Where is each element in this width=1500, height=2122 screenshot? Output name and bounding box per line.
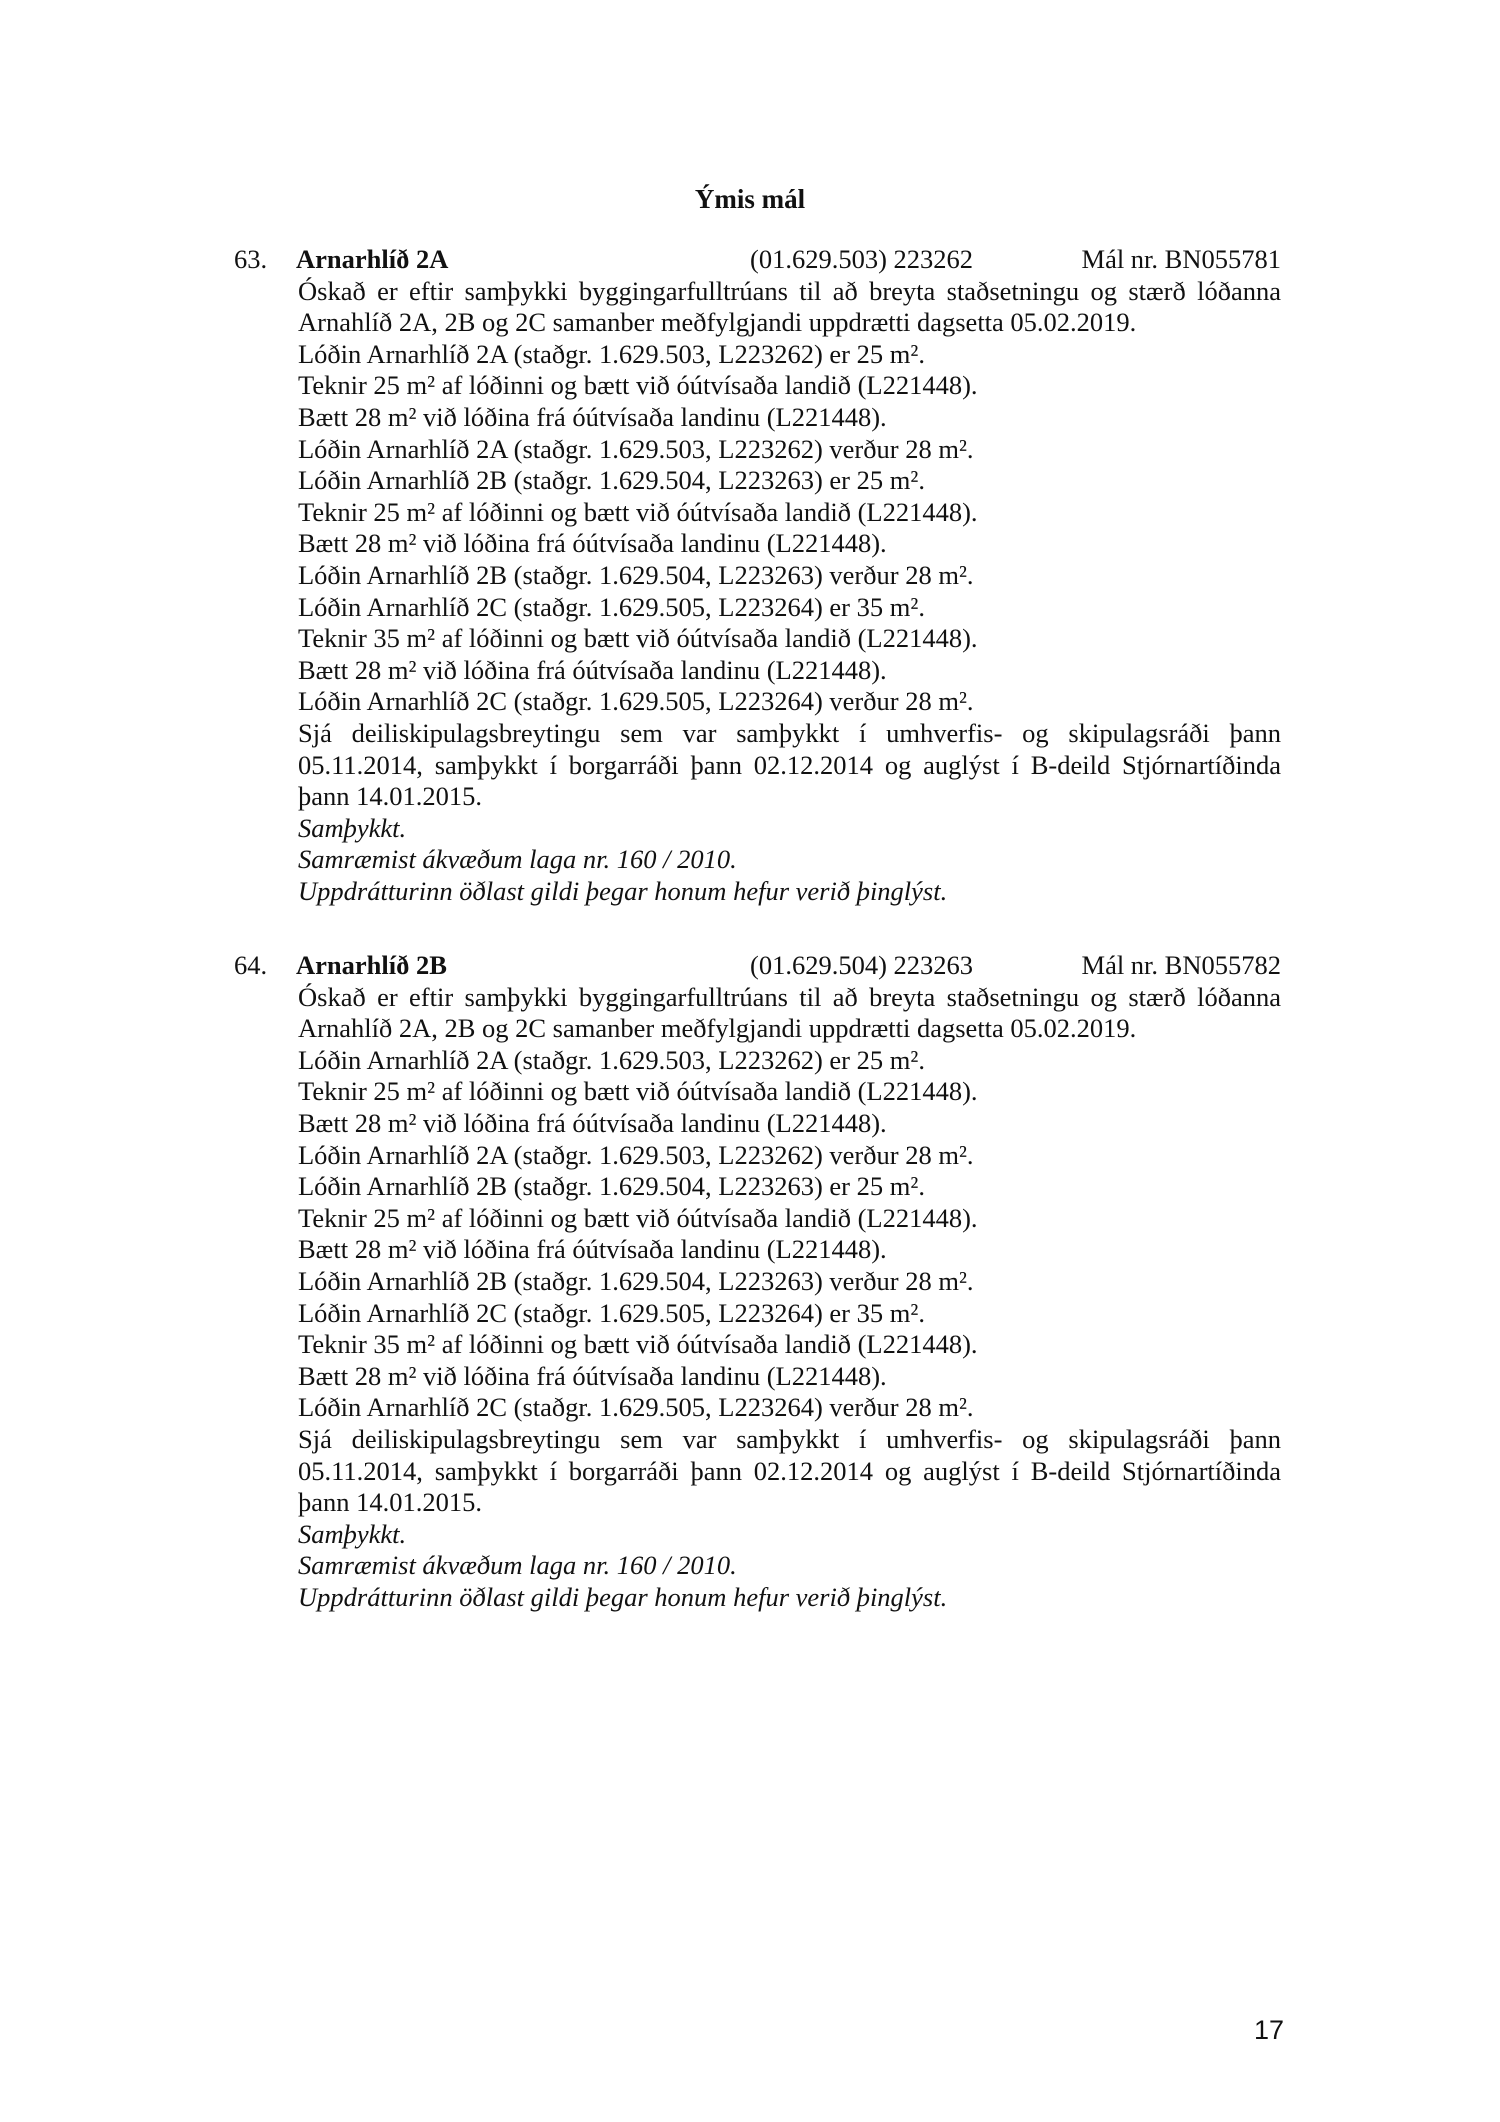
- plot-line: Teknir 35 m² af lóðinni og bætt við óútvísaða landið (L221448).: [298, 1329, 978, 1360]
- plot-line: Bætt 28 m² við lóðina frá óútvísaða landinu (L221448).: [298, 1234, 887, 1265]
- item-header: [234, 244, 1281, 276]
- plot-line: Lóðin Arnarhlíð 2C (staðgr. 1.629.505, L223264) verður 28 m².: [298, 686, 974, 717]
- plot-line: Teknir 25 m² af lóðinni og bætt við óútvísaða landið (L221448).: [298, 1076, 978, 1107]
- plot-line: Lóðin Arnarhlíð 2A (staðgr. 1.629.503, L223262) verður 28 m².: [298, 1139, 974, 1170]
- page-number: 17: [1253, 2015, 1284, 2045]
- plot-line: Bætt 28 m² við lóðina frá óútvísaða landinu (L221448).: [298, 654, 887, 685]
- plot-line: Bætt 28 m² við lóðina frá óútvísaða landinu (L221448).: [298, 1107, 887, 1138]
- agenda-item: [234, 244, 1281, 907]
- plot-line: Lóðin Arnarhlíð 2A (staðgr. 1.629.503, L223262) verður 28 m².: [298, 433, 974, 464]
- plot-line: Bætt 28 m² við lóðina frá óútvísaða landinu (L221448).: [298, 1360, 887, 1391]
- item-decision: Samþykkt.: [298, 1518, 407, 1549]
- plot-line: Lóðin Arnarhlíð 2B (staðgr. 1.629.504, L223263) er 25 m².: [298, 465, 925, 496]
- plot-line: Lóðin Arnarhlíð 2C (staðgr. 1.629.505, L223264) verður 28 m².: [298, 1392, 974, 1423]
- item-number: 64.: [234, 950, 268, 980]
- item-intro: Óskað er eftir samþykki byggingarfulltrúans til að breyta staðsetningu og stærð lóðanna Arnahlíð 2A, 2B og 2C samanber meðfylgjandi uppdrætti dagsetta 05.02.2019.: [298, 275, 1281, 338]
- item-body: [298, 982, 1281, 1614]
- item-reference: Sjá deiliskipulagsbreytingu sem var samþykkt í umhverfis- og skipulagsráði þann 05.11.2014, samþykkt í borgarráði þann 02.12.2014 og auglýst í B-deild Stjórnartíðinda þann 14.01.2015.: [298, 1423, 1281, 1518]
- plot-line: Lóðin Arnarhlíð 2A (staðgr. 1.629.503, L223262) er 25 m².: [298, 338, 925, 369]
- item-note: Uppdrátturinn öðlast gildi þegar honum hefur verið þinglýst.: [298, 1581, 948, 1612]
- item-note: Uppdrátturinn öðlast gildi þegar honum hefur verið þinglýst.: [298, 875, 948, 906]
- item-property-id: (01.629.503) 223262: [750, 244, 974, 274]
- plot-line: Lóðin Arnarhlíð 2C (staðgr. 1.629.505, L223264) er 35 m².: [298, 1297, 925, 1328]
- plot-line: Lóðin Arnarhlíð 2A (staðgr. 1.629.503, L223262) er 25 m².: [298, 1044, 925, 1075]
- item-header: [234, 950, 1281, 982]
- item-body: [298, 276, 1281, 908]
- plot-line: Lóðin Arnarhlíð 2C (staðgr. 1.629.505, L223264) er 35 m².: [298, 591, 925, 622]
- item-case-number: Mál nr. BN055782: [1081, 950, 1281, 980]
- item-decision: Samþykkt.: [298, 812, 407, 843]
- item-law: Samræmist ákvæðum laga nr. 160 / 2010.: [298, 1550, 737, 1581]
- item-property-id: (01.629.504) 223263: [750, 950, 974, 980]
- item-number: 63.: [234, 244, 268, 274]
- plot-line: Teknir 25 m² af lóðinni og bætt við óútvísaða landið (L221448).: [298, 1202, 978, 1233]
- section-title: Ýmis mál: [694, 184, 806, 214]
- item-law: Samræmist ákvæðum laga nr. 160 / 2010.: [298, 844, 737, 875]
- item-case-number: Mál nr. BN055781: [1081, 244, 1281, 274]
- plot-line: Lóðin Arnarhlíð 2B (staðgr. 1.629.504, L223263) er 25 m².: [298, 1171, 925, 1202]
- item-reference: Sjá deiliskipulagsbreytingu sem var samþykkt í umhverfis- og skipulagsráði þann 05.11.2014, samþykkt í borgarráði þann 02.12.2014 og auglýst í B-deild Stjórnartíðinda þann 14.01.2015.: [298, 717, 1281, 812]
- plot-line: Lóðin Arnarhlíð 2B (staðgr. 1.629.504, L223263) verður 28 m².: [298, 559, 974, 590]
- item-address: Arnarhlíð 2B: [296, 950, 447, 980]
- item-intro: Óskað er eftir samþykki byggingarfulltrúans til að breyta staðsetningu og stærð lóðanna Arnahlíð 2A, 2B og 2C samanber meðfylgjandi uppdrætti dagsetta 05.02.2019.: [298, 981, 1281, 1044]
- plot-line: Teknir 25 m² af lóðinni og bætt við óútvísaða landið (L221448).: [298, 496, 978, 527]
- item-address: Arnarhlíð 2A: [296, 244, 449, 274]
- plot-line: Bætt 28 m² við lóðina frá óútvísaða landinu (L221448).: [298, 401, 887, 432]
- plot-line: Lóðin Arnarhlíð 2B (staðgr. 1.629.504, L223263) verður 28 m².: [298, 1265, 974, 1296]
- plot-line: Teknir 25 m² af lóðinni og bætt við óútvísaða landið (L221448).: [298, 370, 978, 401]
- agenda-item: [234, 950, 1281, 1613]
- plot-line: Teknir 35 m² af lóðinni og bætt við óútvísaða landið (L221448).: [298, 623, 978, 654]
- plot-line: Bætt 28 m² við lóðina frá óútvísaða landinu (L221448).: [298, 528, 887, 559]
